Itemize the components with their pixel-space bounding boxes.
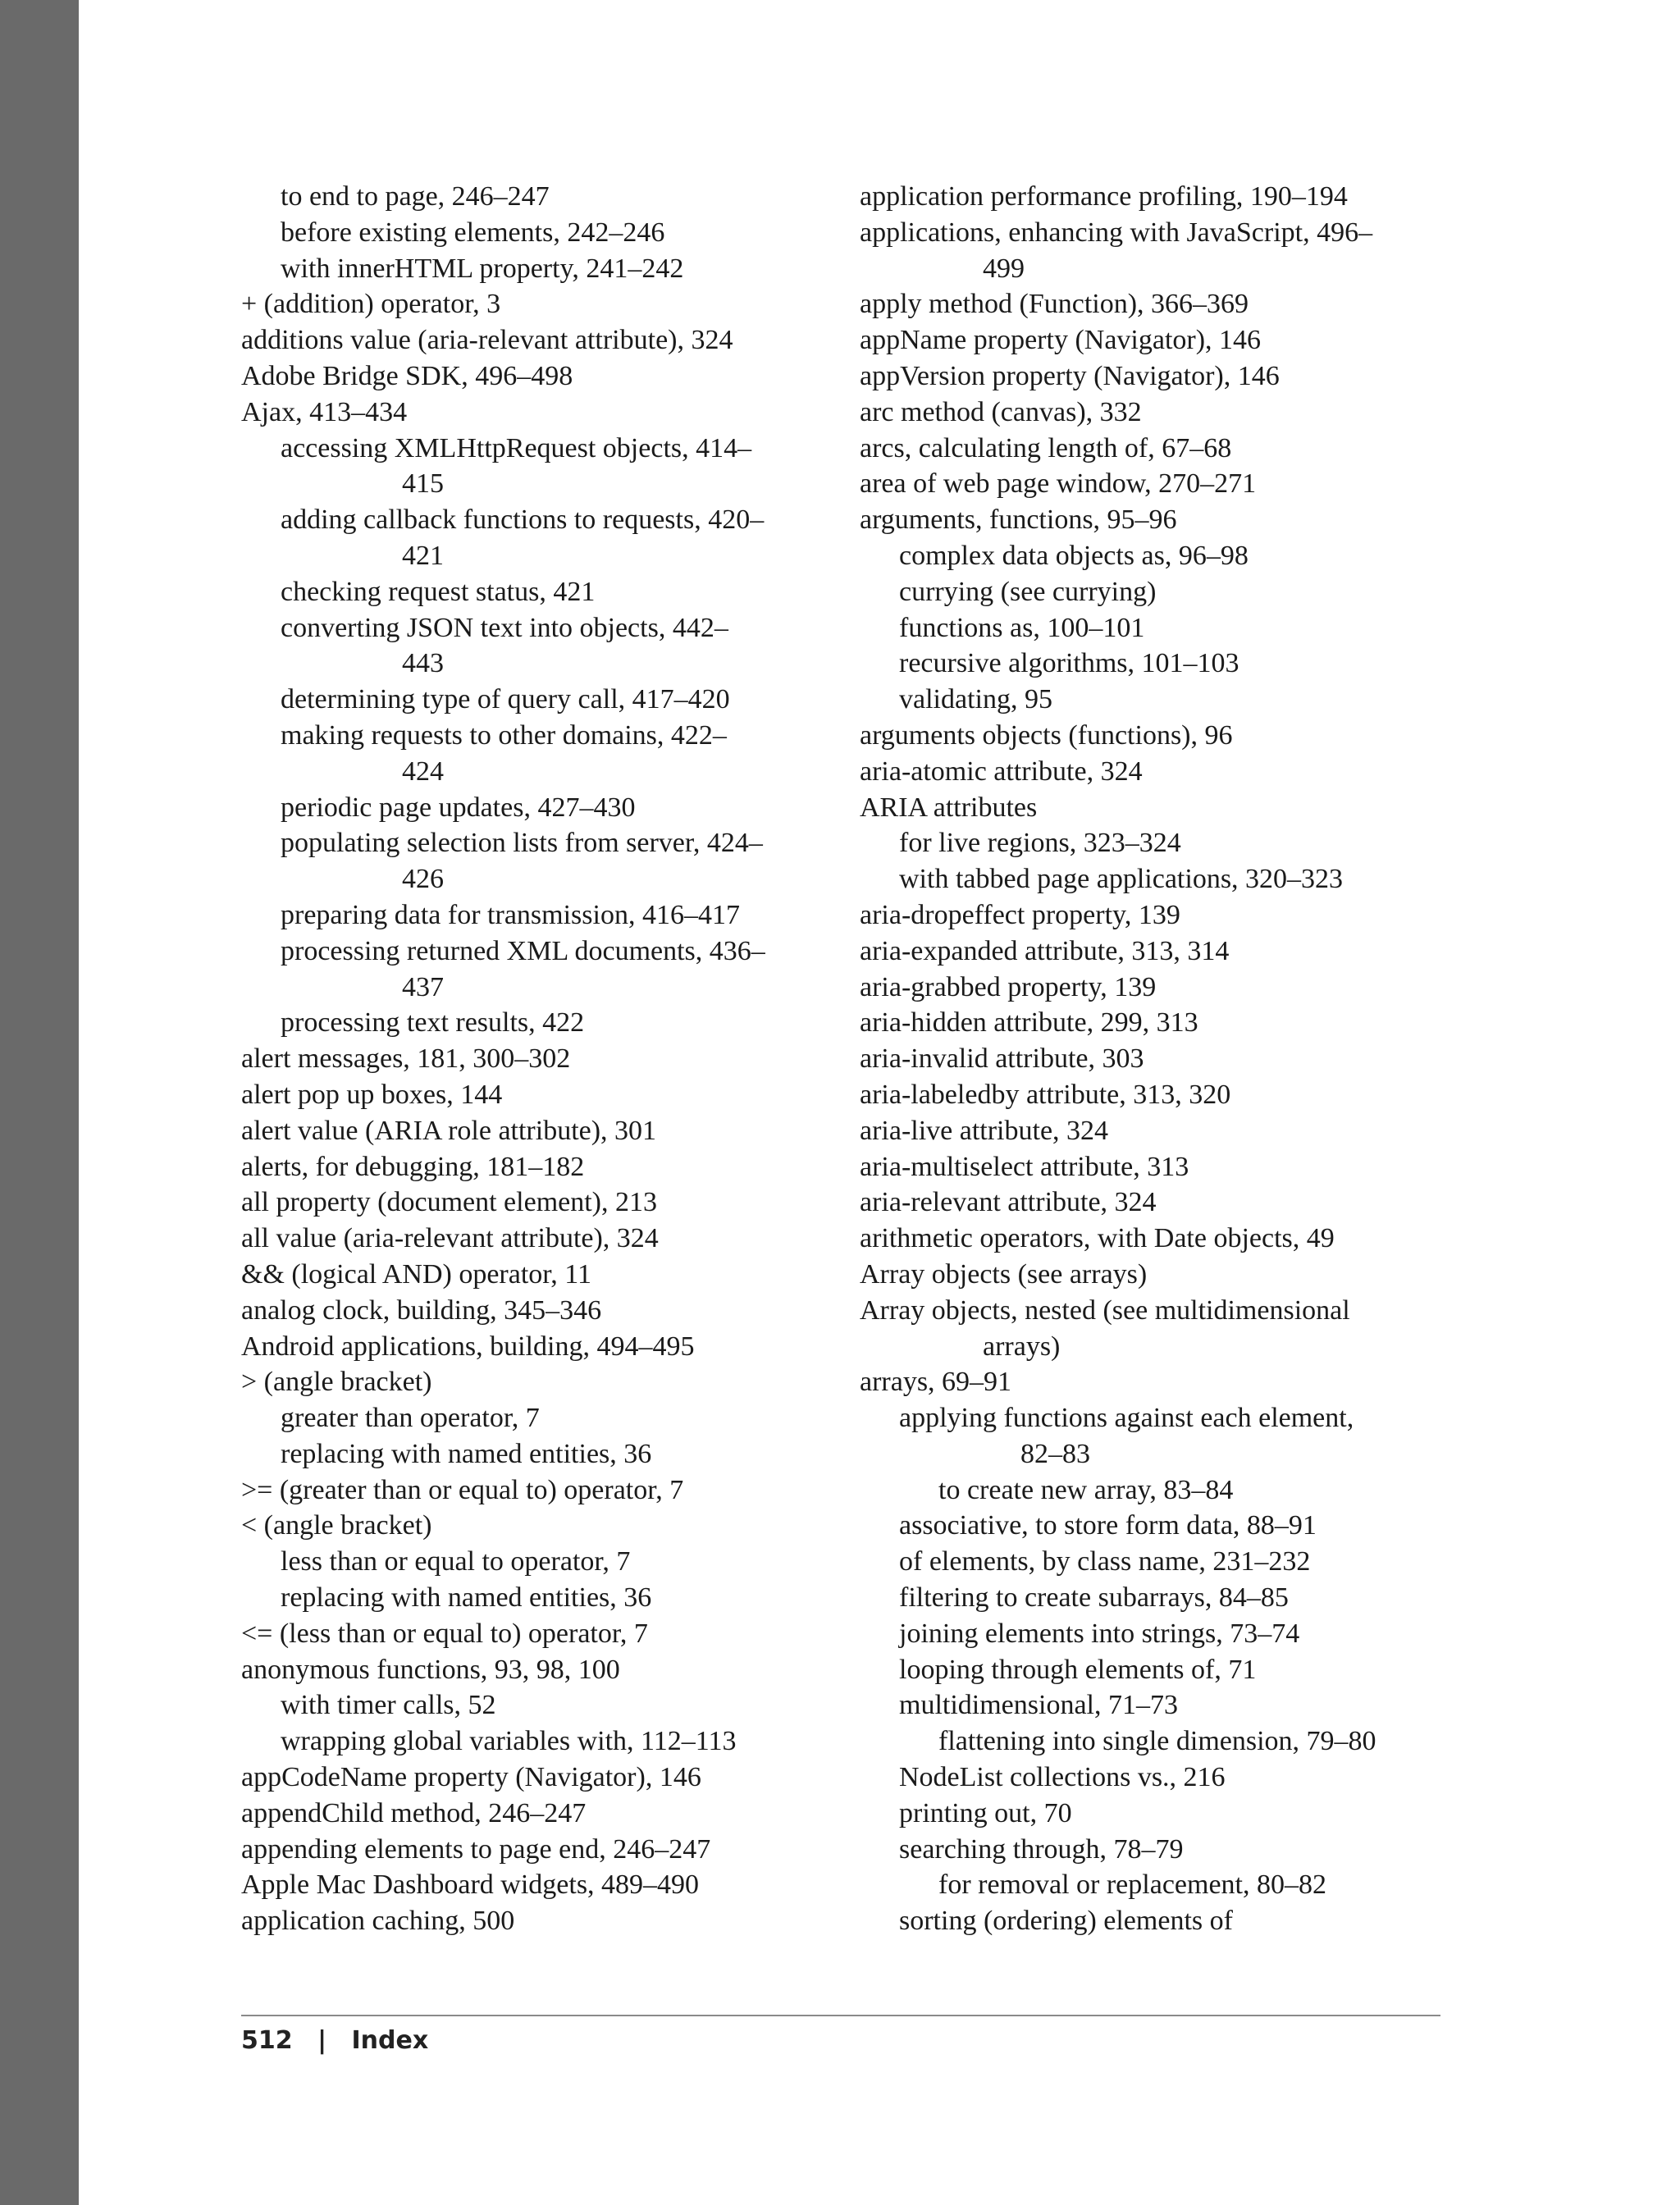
index-column-right [860, 179, 1450, 1939]
index-entry [241, 1149, 832, 1185]
index-entry [241, 179, 832, 215]
index-entry [241, 1113, 832, 1149]
index-entry [241, 1544, 832, 1580]
index-entry [241, 1329, 832, 1365]
index-entry-text: multidimensional, 71–73 [899, 1690, 1178, 1721]
index-entry [860, 502, 1450, 538]
index-entry [241, 286, 832, 322]
index-entry-continuation: 443 [402, 648, 444, 679]
index-entry-text: of elements, by class name, 231–232 [899, 1546, 1311, 1577]
index-entry [241, 897, 832, 934]
index-entry-text: <= (less than or equal to) operator, 7 [241, 1618, 648, 1649]
index-entry-text: before existing elements, 242–246 [281, 217, 665, 248]
index-entry-text: alert messages, 181, 300–302 [241, 1043, 571, 1075]
index-entry-text: appName property (Navigator), 146 [860, 325, 1262, 356]
index-entry [241, 682, 832, 718]
page-number: 512 [241, 2026, 293, 2055]
index-entry-text: + (addition) operator, 3 [241, 289, 501, 320]
index-entry-text: ARIA attributes [860, 792, 1038, 823]
index-entry [860, 1257, 1450, 1293]
index-entry [860, 1544, 1450, 1580]
index-entry-text: for removal or replacement, 80–82 [938, 1869, 1326, 1901]
index-entry-text: aria-invalid attribute, 303 [860, 1043, 1144, 1075]
index-entry-text: periodic page updates, 427–430 [281, 792, 636, 823]
index-entry [860, 718, 1450, 754]
index-entry [860, 1293, 1450, 1365]
index-entry [241, 1400, 832, 1436]
index-entry [241, 825, 832, 897]
index-entry [860, 1652, 1450, 1688]
index-entry-text: application performance profiling, 190–194 [860, 181, 1348, 212]
index-entry-continuation: 426 [402, 864, 444, 895]
index-entry-text: joining elements into strings, 73–74 [899, 1618, 1300, 1649]
index-entry-text: arithmetic operators, with Date objects, 49 [860, 1223, 1335, 1254]
index-entry [860, 610, 1450, 646]
index-entry-text: appending elements to page end, 246–247 [241, 1833, 711, 1865]
index-entry [860, 215, 1450, 287]
index-entry [860, 1472, 1450, 1509]
index-entry-text: printing out, 70 [899, 1797, 1072, 1828]
index-entry-text: replacing with named entities, 36 [281, 1438, 652, 1469]
footer-rule [241, 2015, 1440, 2016]
index-entry [860, 1364, 1450, 1400]
index-entry [241, 322, 832, 358]
index-entry-text: && (logical AND) operator, 11 [241, 1258, 591, 1290]
index-entry [860, 1041, 1450, 1077]
index-entry-text: Adobe Bridge SDK, 496–498 [241, 360, 573, 391]
index-entry [241, 1723, 832, 1760]
index-entry-text: functions as, 100–101 [899, 612, 1145, 643]
index-entry-text: adding callback functions to requests, 420– [281, 504, 765, 536]
index-entry [241, 1508, 832, 1544]
footer-separator: | [317, 2026, 327, 2055]
index-entry-continuation: 499 [983, 253, 1025, 284]
index-entry-text: area of web page window, 270–271 [860, 468, 1257, 500]
index-entry [241, 358, 832, 395]
index-entry [241, 1580, 832, 1616]
index-entry [860, 1580, 1450, 1616]
section-title: Index [351, 2026, 429, 2055]
index-entry-text: NodeList collections vs., 216 [899, 1762, 1226, 1793]
index-column-left [241, 179, 832, 1939]
index-entry-text: < (angle bracket) [241, 1510, 432, 1541]
index-entry [860, 431, 1450, 467]
index-entry-text: looping through elements of, 71 [899, 1654, 1257, 1685]
index-entry [860, 1400, 1450, 1472]
index-entry [860, 466, 1450, 502]
index-entry-text: with innerHTML property, 241–242 [281, 253, 684, 284]
index-entry [860, 1077, 1450, 1113]
index-entry-text: appVersion property (Navigator), 146 [860, 360, 1280, 391]
index-entry [241, 431, 832, 503]
index-entry [860, 179, 1450, 215]
index-entry-text: flattening into single dimension, 79–80 [938, 1726, 1376, 1757]
index-entry-continuation: 421 [402, 540, 444, 571]
index-entry-text: Ajax, 413–434 [241, 396, 408, 427]
index-entry [860, 970, 1450, 1006]
index-entry [241, 1616, 832, 1652]
index-entry-text: processing text results, 422 [281, 1007, 585, 1039]
index-entry [860, 1616, 1450, 1652]
index-entry [241, 1005, 832, 1041]
index-entry [860, 754, 1450, 790]
index-entry [860, 1723, 1450, 1760]
index-entry-text: for live regions, 323–324 [899, 828, 1181, 859]
index-entry [241, 610, 832, 682]
index-entry-text: alert value (ARIA role attribute), 301 [241, 1115, 657, 1146]
index-entry [860, 897, 1450, 934]
index-entry-text: checking request status, 421 [281, 576, 596, 607]
index-entry-text: alerts, for debugging, 181–182 [241, 1151, 585, 1182]
index-entry [241, 718, 832, 790]
index-entry-text: associative, to store form data, 88–91 [899, 1510, 1317, 1541]
index-entry-continuation: arrays) [983, 1331, 1061, 1362]
index-entry-text: application caching, 500 [241, 1906, 515, 1937]
index-entry-text: aria-live attribute, 324 [860, 1115, 1109, 1146]
index-entry-text: filtering to create subarrays, 84–85 [899, 1582, 1289, 1614]
index-entry-text: analog clock, building, 345–346 [241, 1294, 602, 1326]
index-entry [860, 286, 1450, 322]
index-entry-text: aria-grabbed property, 139 [860, 971, 1157, 1002]
index-entry-text: sorting (ordering) elements of [899, 1906, 1233, 1937]
index-entry-text: Array objects, nested (see multidimensional [860, 1294, 1350, 1326]
index-entry-continuation: 437 [402, 971, 444, 1002]
index-entry-text: accessing XMLHttpRequest objects, 414– [281, 432, 752, 463]
index-entry [241, 251, 832, 287]
index-entry-text: arguments objects (functions), 96 [860, 719, 1233, 751]
index-entry-text: searching through, 78–79 [899, 1833, 1184, 1865]
index-entry [241, 1687, 832, 1723]
index-entry [241, 1293, 832, 1329]
index-entry [860, 825, 1450, 861]
index-entry-text: wrapping global variables with, 112–113 [281, 1726, 737, 1757]
index-entry-text: populating selection lists from server, 424– [281, 828, 763, 859]
index-entry-text: preparing data for transmission, 416–417 [281, 899, 740, 930]
index-entry [860, 1903, 1450, 1939]
index-entry [241, 1041, 832, 1077]
page-footer [241, 2026, 428, 2055]
index-entry-continuation: 82–83 [1020, 1438, 1090, 1469]
index-entry [241, 1867, 832, 1903]
index-entry-text: validating, 95 [899, 684, 1052, 715]
index-entry-text: > (angle bracket) [241, 1367, 432, 1398]
index-entry-text: aria-dropeffect property, 139 [860, 899, 1180, 930]
index-entry-text: all property (document element), 213 [241, 1187, 657, 1218]
index-entry-text: alert pop up boxes, 144 [241, 1079, 503, 1110]
index-entry [860, 934, 1450, 970]
index-entry-text: Apple Mac Dashboard widgets, 489–490 [241, 1869, 700, 1901]
index-entry [241, 574, 832, 610]
index-entry-text: currying (see currying) [899, 576, 1157, 607]
index-entry-text: additions value (aria-relevant attribute), 324 [241, 325, 733, 356]
index-entry [860, 1149, 1450, 1185]
index-entry-text: aria-relevant attribute, 324 [860, 1187, 1157, 1218]
index-entry-text: Android applications, building, 494–495 [241, 1331, 695, 1362]
index-entry [241, 1364, 832, 1400]
index-entry-text: arc method (canvas), 332 [860, 396, 1142, 427]
index-entry [241, 1760, 832, 1796]
index-entry-text: complex data objects as, 96–98 [899, 540, 1249, 571]
index-entry [241, 1077, 832, 1113]
index-entry-text: >= (greater than or equal to) operator, 7 [241, 1474, 684, 1505]
index-entry-text: aria-hidden attribute, 299, 313 [860, 1007, 1198, 1039]
index-entry-text: aria-multiselect attribute, 313 [860, 1151, 1189, 1182]
index-entry [860, 574, 1450, 610]
index-entry-text: converting JSON text into objects, 442– [281, 612, 728, 643]
index-entry [241, 1436, 832, 1472]
index-entry-text: aria-expanded attribute, 313, 314 [860, 935, 1230, 966]
index-entry [241, 1185, 832, 1221]
index-entry-text: aria-labeledby attribute, 313, 320 [860, 1079, 1231, 1110]
index-entry [860, 682, 1450, 718]
index-entry-continuation: 415 [402, 468, 444, 500]
index-entry [860, 790, 1450, 826]
index-entry [241, 1903, 832, 1939]
index-entry [860, 538, 1450, 574]
index-entry [860, 861, 1450, 897]
index-entry-text: arrays, 69–91 [860, 1367, 1012, 1398]
index-entry [860, 1760, 1450, 1796]
index-entry-text: anonymous functions, 93, 98, 100 [241, 1654, 620, 1685]
index-entry [241, 395, 832, 431]
index-entry-text: to create new array, 83–84 [938, 1474, 1234, 1505]
index-entry [860, 358, 1450, 395]
index-entry-text: replacing with named entities, 36 [281, 1582, 652, 1614]
index-entry-text: appCodeName property (Navigator), 146 [241, 1762, 701, 1793]
index-entry-text: aria-atomic attribute, 324 [860, 756, 1143, 787]
index-entry-text: Array objects (see arrays) [860, 1258, 1148, 1290]
index-entry [860, 395, 1450, 431]
index-entry [241, 1221, 832, 1257]
index-entry-text: to end to page, 246–247 [281, 181, 550, 212]
page-edge-bar [0, 0, 79, 2205]
index-entry [860, 1005, 1450, 1041]
index-entry [860, 646, 1450, 682]
index-entry-text: applications, enhancing with JavaScript, 496– [860, 217, 1373, 248]
index-entry-text: determining type of query call, 417–420 [281, 684, 730, 715]
index-entry-text: apply method (Function), 366–369 [860, 289, 1249, 320]
index-entry [860, 322, 1450, 358]
index-entry [860, 1796, 1450, 1832]
index-entry-text: appendChild method, 246–247 [241, 1797, 587, 1828]
index-entry-text: recursive algorithms, 101–103 [899, 648, 1239, 679]
index-entry [860, 1221, 1450, 1257]
index-entry-text: less than or equal to operator, 7 [281, 1546, 631, 1577]
index-entry [241, 1796, 832, 1832]
index-entry [860, 1867, 1450, 1903]
index-entry-text: greater than operator, 7 [281, 1403, 540, 1434]
index-entry-text: processing returned XML documents, 436– [281, 935, 765, 966]
index-entry-text: with timer calls, 52 [281, 1690, 496, 1721]
index-entry [860, 1508, 1450, 1544]
index-entry-text: applying functions against each element, [899, 1403, 1354, 1434]
index-entry [241, 790, 832, 826]
index-entry [241, 1257, 832, 1293]
index-entry [860, 1185, 1450, 1221]
index-entry [241, 1652, 832, 1688]
index-entry-text: arcs, calculating length of, 67–68 [860, 432, 1232, 463]
index-entry [241, 215, 832, 251]
index-entry [241, 1472, 832, 1509]
index-entry [241, 1832, 832, 1868]
index-entry [860, 1832, 1450, 1868]
index-entry-text: all value (aria-relevant attribute), 324 [241, 1223, 659, 1254]
index-entry [241, 502, 832, 574]
index-entry-text: with tabbed page applications, 320–323 [899, 864, 1344, 895]
index-entry-text: making requests to other domains, 422– [281, 719, 727, 751]
index-entry [860, 1687, 1450, 1723]
index-entry [241, 934, 832, 1006]
index-entry-text: arguments, functions, 95–96 [860, 504, 1177, 536]
index-entry [860, 1113, 1450, 1149]
index-entry-continuation: 424 [402, 756, 444, 787]
